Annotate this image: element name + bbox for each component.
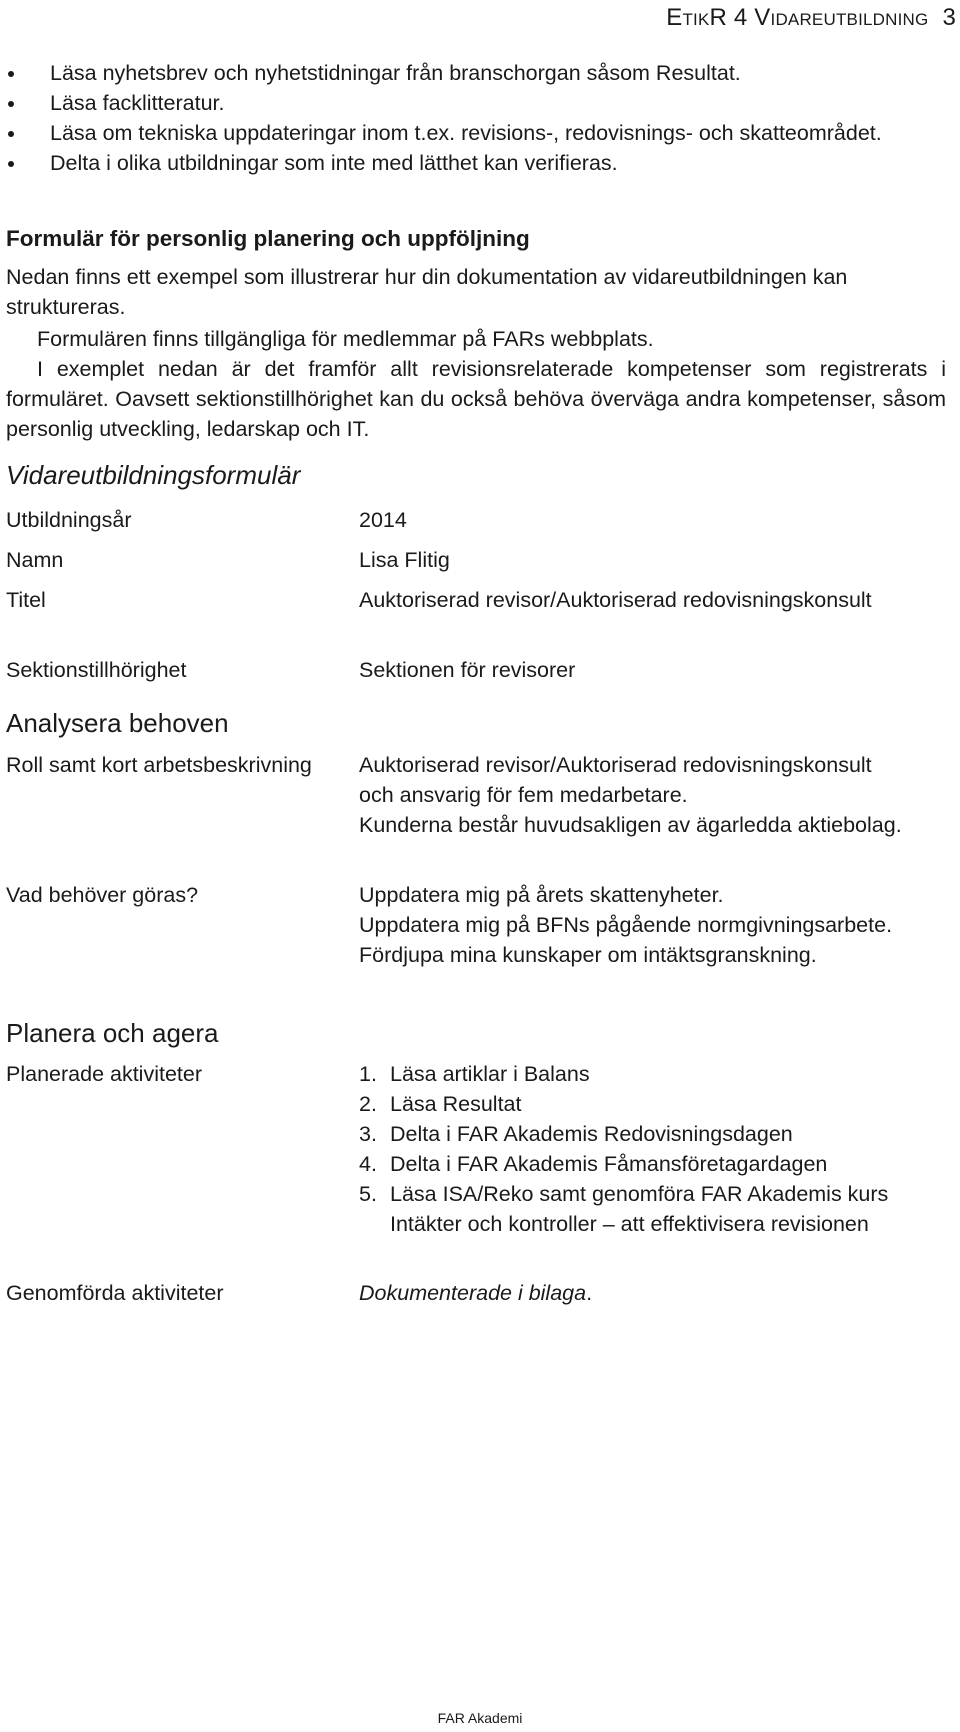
done-label: Genomförda aktiviteter: [6, 1281, 224, 1305]
bullet-text: Läsa om tekniska uppdateringar inom t.ex. revisions-, redovisnings- och skatteområdet.: [50, 121, 882, 145]
item-text: Delta i FAR Akademis Fåmansföretagardagen: [390, 1152, 828, 1176]
header-title-main: R 4 V: [709, 4, 771, 31]
example-note-paragraph: I exemplet nedan är det framför allt revisionsrelaterade kompetenser som registrerats i formuläret. Oavsett sektionstillhörighet kan du också behöva överväga andra kompetenser, såsom personlig utveckling, ledarskap och IT.: [6, 357, 946, 441]
title-value: Auktoriserad revisor/Auktoriserad redovisningskonsult: [359, 588, 872, 612]
header-title-small2: IDAREUTBILDNING: [770, 10, 929, 29]
plan-heading: Planera och agera: [6, 1018, 219, 1048]
planned-item: [359, 1149, 914, 1179]
name-label: Namn: [6, 548, 64, 572]
bullet-dot-icon: [8, 101, 14, 107]
need-label: Vad behöver göras?: [6, 883, 199, 907]
form-title: Vidareutbildningsformulär: [6, 460, 301, 490]
bullet-item: [6, 148, 946, 178]
availability-paragraph: Formulären finns tillgängliga för medlemmar på FARs webbplats.: [37, 327, 654, 351]
page-footer: FAR Akademi: [437, 1710, 523, 1726]
need-line: Fördjupa mina kunskaper om intäktsgranskning.: [359, 943, 817, 967]
done-value-suffix: .: [586, 1281, 593, 1305]
section-label: Sektionstillhörighet: [6, 658, 187, 682]
need-value: [359, 880, 904, 970]
header-title-small: TIK: [682, 10, 710, 29]
item-number: 5.: [359, 1182, 377, 1206]
page-number: 3: [942, 4, 956, 31]
bullet-item: [6, 88, 946, 118]
header-title-prefix: E: [666, 4, 683, 31]
section-title: Formulär för personlig planering och uppföljning: [6, 226, 530, 251]
need-line: Uppdatera mig på BFNs pågående normgivningsarbete.: [359, 913, 893, 937]
bullet-item: [6, 118, 946, 148]
planned-item: [359, 1089, 914, 1119]
item-text: Delta i FAR Akademis Redovisningsdagen: [390, 1122, 793, 1146]
running-header: [666, 4, 956, 32]
bullet-item: [6, 58, 946, 88]
bullet-dot-icon: [8, 161, 14, 167]
role-label: Roll samt kort arbetsbeskrivning: [6, 753, 312, 777]
item-number: 2.: [359, 1092, 377, 1116]
need-line: Uppdatera mig på årets skattenyheter.: [359, 883, 724, 907]
bullet-text: Delta i olika utbildningar som inte med lätthet kan verifieras.: [50, 151, 618, 175]
planned-list: [359, 1059, 914, 1239]
bullet-dot-icon: [8, 71, 14, 77]
item-text: Läsa Resultat: [390, 1092, 522, 1116]
planned-item: [359, 1119, 914, 1149]
done-value-text: Dokumenterade i bilaga: [359, 1281, 587, 1305]
role-line: Auktoriserad revisor/Auktoriserad redovisningskonsult och ansvarig för fem medarbetare.: [359, 753, 872, 807]
bullet-dot-icon: [8, 131, 14, 137]
done-value: [359, 1278, 919, 1308]
title-label: Titel: [6, 588, 46, 612]
year-label: Utbildningsår: [6, 508, 132, 532]
section-value: Sektionen för revisorer: [359, 658, 576, 682]
item-text: Läsa ISA/Reko samt genomföra FAR Akademis kurs Intäkter och kontroller – att effektivisera revisionen: [390, 1182, 889, 1236]
planned-label: Planerade aktiviteter: [6, 1062, 202, 1086]
analyze-heading: Analysera behoven: [6, 708, 229, 738]
intro-paragraph: Nedan finns ett exempel som illustrerar hur din dokumentation av vidareutbildningen kan struktureras.: [6, 265, 848, 319]
bullet-list: [6, 58, 946, 178]
item-number: 4.: [359, 1152, 377, 1176]
name-value: Lisa Flitig: [359, 548, 450, 572]
planned-value: [359, 1059, 914, 1239]
role-value: [359, 750, 904, 840]
item-text: Läsa artiklar i Balans: [390, 1062, 590, 1086]
bullet-text: Läsa nyhetsbrev och nyhetstidningar från branschorgan såsom Resultat.: [50, 61, 741, 85]
item-number: 1.: [359, 1062, 377, 1086]
year-value: 2014: [359, 508, 407, 532]
role-line: Kunderna består huvudsakligen av ägarledda aktiebolag.: [359, 813, 902, 837]
planned-item: [359, 1179, 914, 1239]
bullet-text: Läsa facklitteratur.: [50, 91, 225, 115]
planned-item: [359, 1059, 914, 1089]
item-number: 3.: [359, 1122, 377, 1146]
